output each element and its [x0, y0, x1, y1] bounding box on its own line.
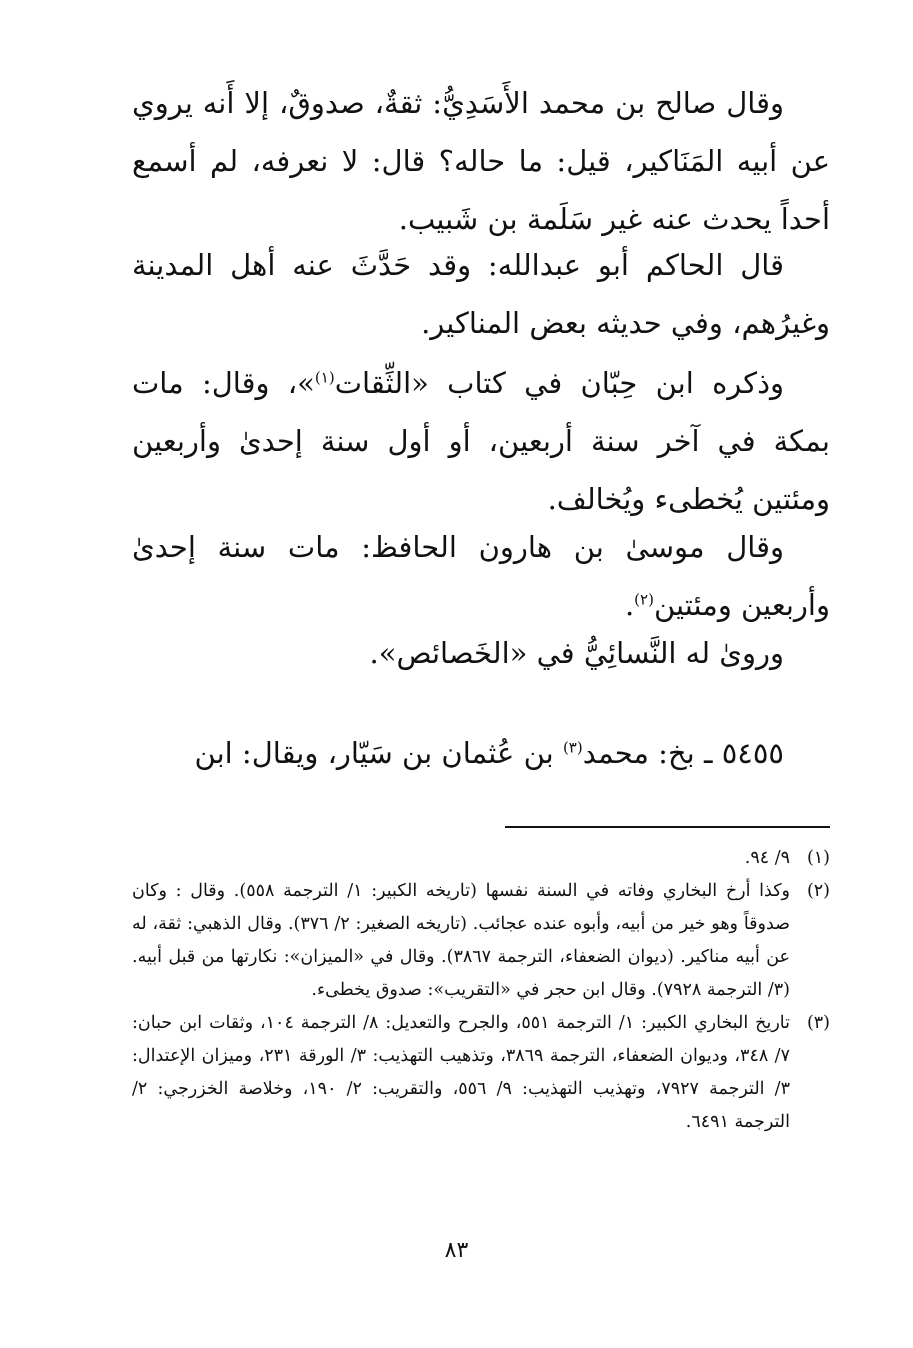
paragraph-text: وذكره ابن حِبّان في كتاب «الثِّقات [334, 366, 784, 400]
paragraph-text: قال الحاكم أبو عبدالله: وقد حَدَّثَ عنه أهل المدينة وغيرُهم، وفي حديثه بعض المناكير. [132, 248, 830, 340]
paragraph-musa [132, 518, 830, 634]
footnote-number: (٢) [806, 881, 830, 901]
footnote-1 [132, 842, 830, 875]
footnote-3 [132, 1007, 830, 1139]
paragraph-hakim [132, 236, 830, 352]
footnote-text: ٩/ ٩٤. [744, 848, 790, 868]
paragraph-nasai [132, 624, 830, 682]
paragraph-text: »، وقال: مات بمكة في آخر سنة أربعين، أو أول سنة إحدىٰ وأربعين ومئتين يُخطىء ويُخالف. [132, 366, 830, 516]
footnote-text: تاريخ البخاري الكبير: ١/ الترجمة ٥٥١، والجرح والتعديل: ٨/ الترجمة ١٠٤، وثقات ابن حبان: ٧/ ٣٤٨، وديوان الضعفاء، الترجمة ٣٨٦٩، وتذهيب التهذيب: ٣/ الورقة ٢٣١، وميزان الإعتدال: ٣/ الترجمة ٧٩٢٧، وتهذيب التهذيب: ٩/ ٥٥٦، والتقريب: ٢/ ١٩٠، وخلاصة الخزرجي: ٢/ الترجمة ٦٤٩١. [132, 1013, 790, 1132]
entry-text: بن عُثمان بن سَيّار، ويقال: ابن [194, 736, 563, 770]
footnote-text: وكذا أرخ البخاري وفاته في السنة نفسها (تاريخه الكبير: ١/ الترجمة ٥٥٨). وقال : وكان صدوقاً وهو خير من أبيه، وأبوه عنده عجائب. (تاريخه الصغير: ٢/ ٣٧٦). وقال الذهبي: ثقة، له عن أبيه مناكير. (ديوان الضعفاء، الترجمة ٣٨٦٧). وقال في «الميزان»: نكارتها من قبل أبيه. (٣/ الترجمة ٧٩٢٨). وقال ابن حجر في «التقريب»: صدوق يخطىء. [132, 881, 791, 1000]
footnotes [132, 842, 830, 1139]
paragraph-ibn-hibban [132, 354, 830, 528]
footnote-number: (٣) [806, 1013, 830, 1033]
footnote-number: (١) [806, 848, 830, 868]
page-number: ٨٣ [444, 1238, 469, 1263]
footnote-separator [505, 826, 830, 828]
entry-text: ٥٤٥٥ ـ بخ: محمد [582, 736, 784, 770]
footnote-marker-2[interactable]: (٢) [634, 590, 654, 609]
paragraph-text: ورویٰ له النَّسائِيُّ في «الخَصائص». [369, 636, 784, 670]
paragraph-text: وقال موسىٰ بن هارون الحافظ: مات سنة إحدىٰ وأربعين ومئتين [132, 530, 830, 622]
paragraph-text: وقال صالح بن محمد الأَسَدِيُّ: ثقةٌ، صدوقٌ، إلا أَنه يروي عن أبيه المَنَاكير، قيل: ما حاله؟ قال: لا نعرفه، لم أسمع أحداً يحدث عنه غير سَلَمة بن شَبيب. [132, 86, 830, 236]
paragraph-text: . [624, 588, 635, 622]
footnote-2 [132, 875, 830, 1007]
entry-heading [132, 724, 830, 782]
footnote-marker-3[interactable]: (٣) [562, 738, 583, 757]
footnote-marker-1[interactable]: (١) [314, 368, 335, 387]
paragraph-salih [132, 74, 830, 248]
